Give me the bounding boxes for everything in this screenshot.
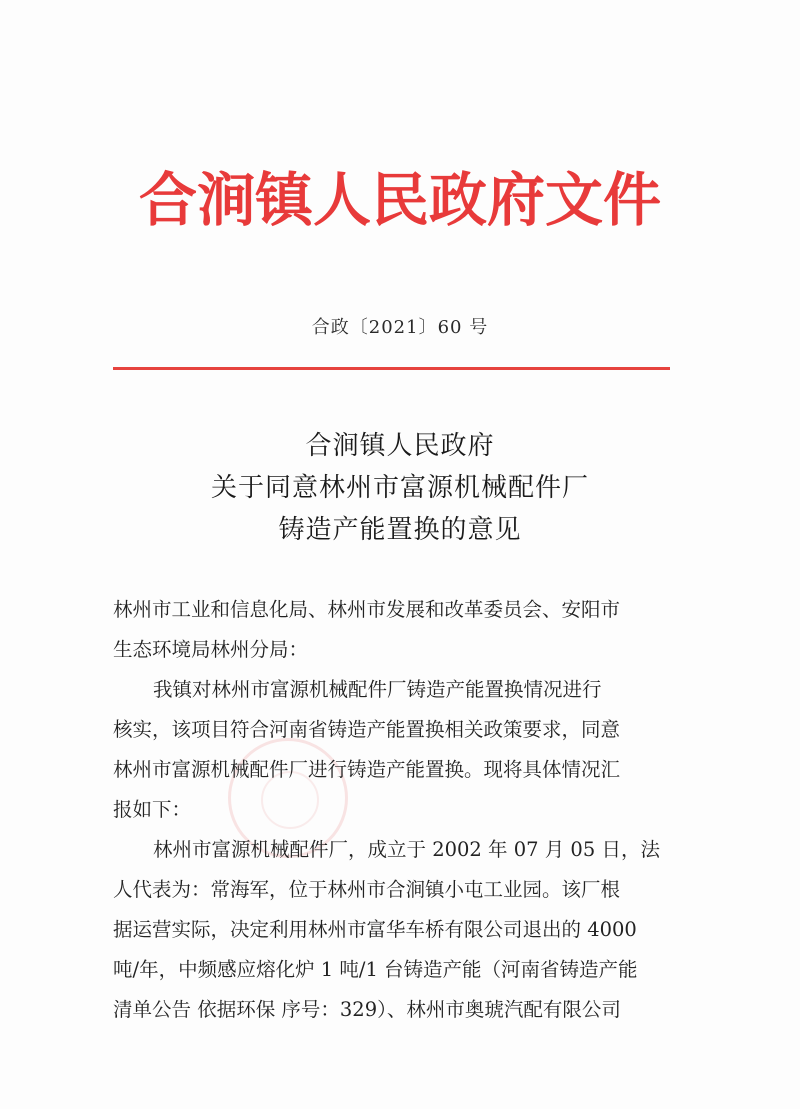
red-divider-line [113, 367, 670, 370]
paragraph-1-line-3: 林州市富源机械配件厂进行铸造产能置换。现将具体情况汇 [113, 758, 621, 781]
paragraph-1-line-4: 报如下： [113, 798, 192, 821]
subject-line-2: 关于同意林州市富源机械配件厂 [210, 473, 589, 503]
paragraph-2-line-3: 据运营实际，决定利用林州市富华车桥有限公司退出的 4000 [113, 918, 637, 941]
paragraph-2-line-5: 清单公告 依据环保 序号：329）、林州市奥琥汽配有限公司 [113, 998, 621, 1021]
document-body [113, 590, 673, 1030]
document-subject [0, 425, 800, 551]
document-number: 合政〔2021〕60 号 [311, 317, 489, 338]
addressee-line-2: 生态环境局林州分局： [113, 638, 309, 661]
paragraph-2-line-2: 人代表为：常海军，位于林州市合涧镇小屯工业园。该厂根 [113, 878, 621, 901]
paragraph-2-line-1: 林州市富源机械配件厂，成立于 2002 年 07 月 05 日，法 [153, 838, 660, 861]
document-header-title: 合涧镇人民政府文件 [138, 166, 661, 234]
paragraph-2-line-4: 吨/年，中频感应熔化炉 1 吨/1 台铸造产能（河南省铸造产能 [113, 958, 638, 981]
subject-line-3: 铸造产能置换的意见 [278, 515, 522, 545]
paragraph-1-line-1: 我镇对林州市富源机械配件厂铸造产能置换情况进行 [153, 678, 602, 701]
paragraph-1-line-2: 核实，该项目符合河南省铸造产能置换相关政策要求，同意 [113, 718, 621, 741]
subject-line-1: 合涧镇人民政府 [305, 431, 495, 461]
addressee-line-1: 林州市工业和信息化局、林州市发展和改革委员会、安阳市 [113, 598, 621, 621]
